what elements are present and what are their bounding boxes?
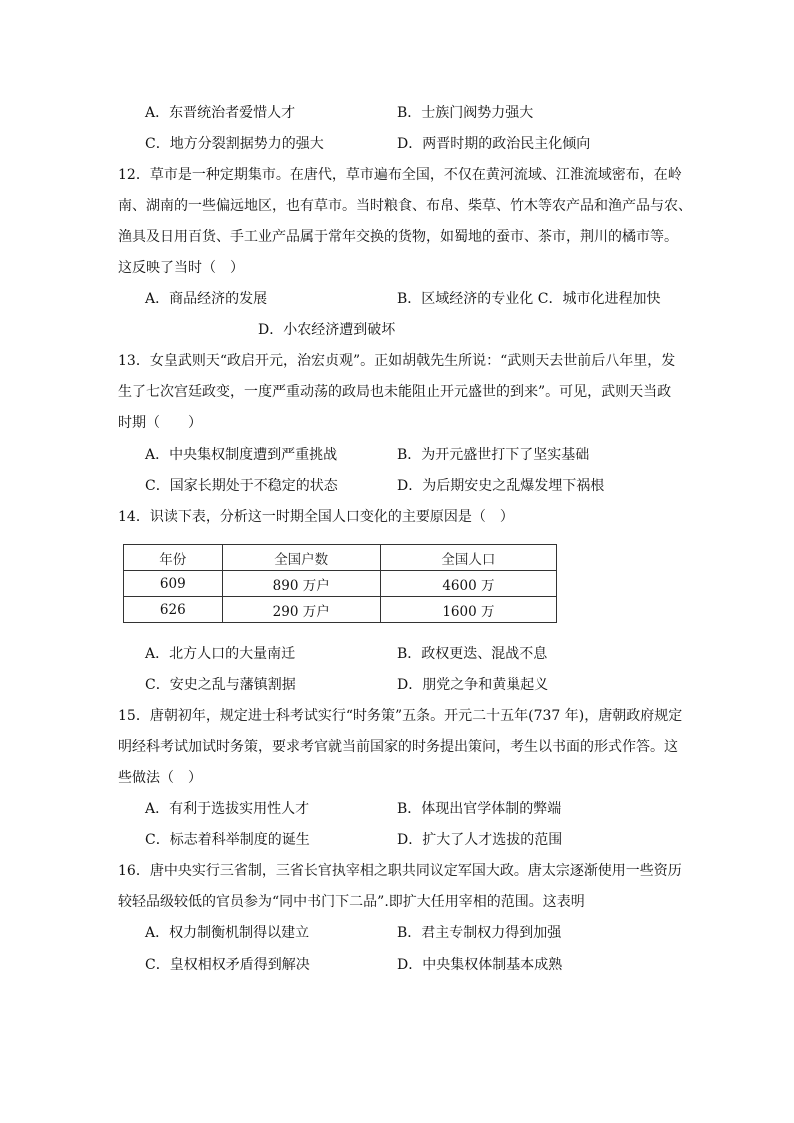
table-header-cell: 全国户数 <box>222 545 380 571</box>
table-cell: 890 万户 <box>222 571 380 597</box>
q12-option-a: A．商品经济的发展 <box>145 291 268 307</box>
q13-option-a: A．中央集权制度遭到严重挑战 <box>145 447 338 463</box>
table-cell: 609 <box>124 571 223 597</box>
q11-option-b: B．士族门阀势力强大 <box>397 105 534 121</box>
table-cell: 1600 万 <box>380 597 556 623</box>
q12-stem-line-4: 这反映了当时（ ） <box>118 260 244 276</box>
q11-option-c: C．地方分裂割据势力的强大 <box>145 136 324 152</box>
q11-option-a: A．东晋统治者爱惜人才 <box>145 105 296 121</box>
q15-option-b: B．体现出官学体制的弊端 <box>397 801 562 817</box>
table-header-cell: 年份 <box>124 545 223 571</box>
q13-stem-line-2: 生了七次宫廷政变，一度严重动荡的政局也未能阻止开元盛世的到来”。可见，武则天当政 <box>118 384 672 400</box>
q14-option-c: C．安史之乱与藩镇割据 <box>145 677 296 693</box>
table-row <box>124 597 557 623</box>
q16-stem-line-1: 16．唐中央实行三省制，三省长官执宰相之职共同议定军国大政。唐太宗逐渐使用一些资历 <box>118 863 682 879</box>
q11-option-d: D．两晋时期的政治民主化倾向 <box>397 136 591 152</box>
table-header-row <box>124 545 557 571</box>
table-row <box>124 571 557 597</box>
table-cell: 626 <box>124 597 223 623</box>
table-header-cell: 全国人口 <box>380 545 556 571</box>
q12-stem-line-3: 渔具及日用百货、手工业产品属于常年交换的货物，如蜀地的蚕市、茶市，荆川的橘市等。 <box>118 229 678 245</box>
q14-option-d: D．朋党之争和黄巢起义 <box>397 677 549 693</box>
q15-option-a: A．有利于选拔实用性人才 <box>145 801 310 817</box>
population-table <box>123 544 557 623</box>
q16-stem-line-2: 较轻品级较低的官员参为“同中书门下二品”.即扩大任用宰相的范围。这表明 <box>118 894 585 910</box>
q16-option-b: B．君主专制权力得到加强 <box>397 925 562 941</box>
q16-option-d: D．中央集权体制基本成熟 <box>397 957 563 973</box>
q13-stem-line-1: 13．女皇武则天“政启开元，治宏贞观”。正如胡戟先生所说：“武则天去世前后八年里，发 <box>118 353 676 369</box>
q15-stem-line-3: 些做法（ ） <box>118 770 202 786</box>
q16-option-c: C．皇权相权矛盾得到解决 <box>145 957 310 973</box>
q15-option-d: D．扩大了人才选拔的范围 <box>397 832 563 848</box>
q12-stem-line-2: 南、湖南的一些偏远地区，也有草市。当时粮食、布帛、柴草、竹木等农产品和渔产品与农、 <box>118 198 692 214</box>
q13-stem-line-3: 时期（ ） <box>118 415 202 431</box>
q12-option-d: D．小农经济遭到破坏 <box>258 322 396 338</box>
q14-option-b: B．政权更迭、混战不息 <box>397 646 548 662</box>
q15-stem-line-2: 明经科考试加试时务策，要求考官就当前国家的时务提出策问，考生以书面的形式作答。这 <box>118 739 678 755</box>
q13-option-d: D．为后期安史之乱爆发埋下祸根 <box>397 478 605 494</box>
q12-stem-line-1: 12．草市是一种定期集市。在唐代，草市遍布全国，不仅在黄河流域、江淮流域密布，在岭 <box>118 167 682 183</box>
q16-option-a: A．权力制衡机制得以建立 <box>145 925 310 941</box>
q15-stem-line-1: 15．唐朝初年，规定进士科考试实行“时务策”五条。开元二十五年(737 年)，唐朝政府规定 <box>118 708 683 724</box>
table-cell: 290 万户 <box>222 597 380 623</box>
table-cell: 4600 万 <box>380 571 556 597</box>
q13-option-c: C．国家长期处于不稳定的状态 <box>145 478 338 494</box>
q14-stem-line-1: 14．识读下表，分析这一时期全国人口变化的主要原因是（ ） <box>118 509 514 525</box>
q12-option-bc: B．区域经济的专业化 C．城市化进程加快 <box>397 291 661 307</box>
q13-option-b: B．为开元盛世打下了坚实基础 <box>397 447 590 463</box>
q15-option-c: C．标志着科举制度的诞生 <box>145 832 310 848</box>
q14-option-a: A．北方人口的大量南迁 <box>145 646 296 662</box>
